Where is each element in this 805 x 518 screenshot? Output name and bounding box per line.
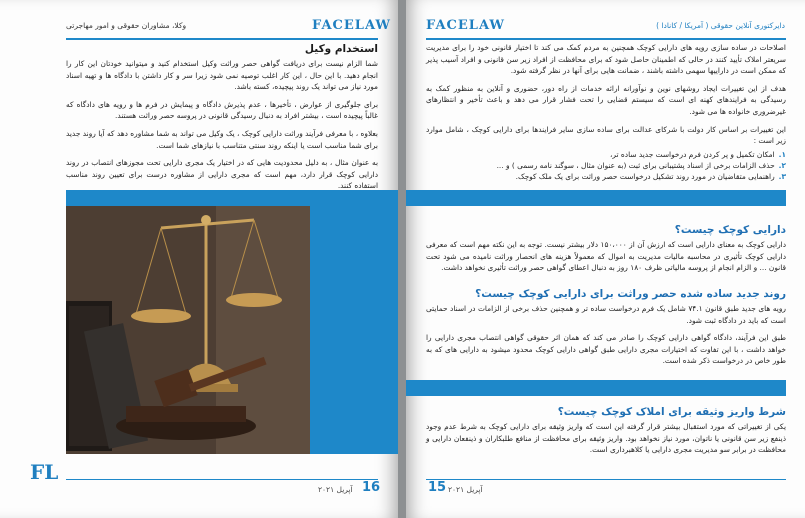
list-number: ۱. xyxy=(778,149,786,159)
scales-of-justice-photo xyxy=(66,206,310,454)
brand-logo: FACELAW xyxy=(426,18,505,33)
paragraph: شما الزام نیست برای دریافت گواهی حصر وراثت وکیل استخدام کنید و میتوانید خودتان این کار را انجام دهید. با این حال ، این کار اغلب توصیه نمی شود زیرا سر و کار داشتن با دادگاه ها و تهیه اسناد مورد نیاز می تواند یک روند پیچیده، کسته باشد. xyxy=(66,59,378,92)
section-title: روند جدید ساده شده حصر وراثت برای دارایی کوچک چیست؟ xyxy=(475,288,786,300)
paragraph: بعلاوه ، با معرفی فرآیند وراثت دارایی کوچک ، یک وکیل می تواند به شما مشاوره دهد که آیا روند جدید برای شما مناسب است یا اینکه روند سنتی متناسب با نیازهای شما است. xyxy=(66,128,378,150)
paragraph: این تغییرات بر اساس کار دولت با شرکای عدالت برای ساده سازی سایر فرایندها برای دارایی کوچک ، شامل موارد زیر است : xyxy=(426,124,786,146)
paragraph: برای جلوگیری از عوارض ، تأخیرها ، عدم پذیرش دادگاه و پیمایش در فرم ها و رویه های دادگاه که غالباً پیچیده است ، بیشتر افراد به دنبال رسیدگی قانونی در پروسه حصر وراثت هستند. xyxy=(66,99,378,121)
header-subtitle: دایرکتوری آنلاین حقوقی ( آمریکا / کانادا ) xyxy=(656,21,785,30)
section-title: دارایی کوچک چیست؟ xyxy=(674,224,786,236)
paragraph: هدف از این تغییرات ایجاد روشهای نوین و نوآورانه ارائه خدمات از راه دور، حضوری و آنلاین به منظور کمک به رسیدگی به فرایندهای کهنه ای است که سیستم قضایی را تحت فشار قرار می دهد و باعث تأخیر و انتظارهای غیرضروری خانواده ها می شود. xyxy=(426,83,786,116)
header-subtitle: وکلا، مشاوران حقوقی و امور مهاجرتی xyxy=(66,21,187,30)
page-number: 16 xyxy=(362,480,381,495)
section-bond xyxy=(426,406,786,462)
list-number: ۲. xyxy=(778,160,786,170)
section-new-procedure xyxy=(426,288,786,373)
brand-logo: FACELAW xyxy=(312,18,391,33)
issue-date: آپریل ۲۰۲۱ xyxy=(448,485,483,494)
right-page xyxy=(406,0,805,518)
accent-bar-bottom xyxy=(406,380,786,396)
accent-bar-top xyxy=(66,190,398,206)
book-gutter xyxy=(398,0,406,518)
section-title: استخدام وکیل xyxy=(304,43,378,55)
page-number: 15 xyxy=(428,480,447,495)
list-number: ۳. xyxy=(778,172,786,182)
accent-bar-side xyxy=(310,206,398,454)
header-divider xyxy=(426,38,786,40)
scales-illustration xyxy=(66,206,310,454)
footer-divider xyxy=(426,479,786,480)
header-divider xyxy=(66,38,378,40)
list-text: راهنمایی متقاضیان در مورد روند تشکیل درخواست حصر وراثت برای یک ملک کوچک. xyxy=(515,172,775,182)
section-title: شرط واریز وثیقه برای املاک کوچک چیست؟ xyxy=(557,406,786,418)
left-text-column xyxy=(66,42,378,198)
publication-logo: FL xyxy=(30,460,59,484)
issue-date: آپریل ۲۰۲۱ xyxy=(318,485,353,494)
paragraph: اصلاحات در ساده سازی رویه های دارایی کوچک همچنین به مردم کمک می کند تا اختیار قانونی خود را برای مدیریت سریعتر املاک تأیید کنند در حالی که اطمینان حاصل شود که برای محافظت از افراد زیر سن قانونی و افراد آسیب پذیر که ممکن است در داراییها سهمی داشته باشند ، ضمانت هایی برای آنها در نظر گرفته شود. xyxy=(426,43,786,76)
left-page xyxy=(0,0,398,518)
right-text-column xyxy=(426,42,786,182)
list-item xyxy=(426,160,786,171)
list-item xyxy=(426,171,786,182)
accent-bar-top xyxy=(406,190,786,206)
list-item xyxy=(426,149,786,160)
list-text: امکان تکمیل و پر کردن فرم درخواست جدید ساده تر، xyxy=(610,149,775,159)
list-text: حذف الزامات برخی از اسناد پشتیبانی برای ثبت (به عنوان مثال ، سوگند نامه رسمی ) و ... xyxy=(496,160,775,170)
paragraph: یکی از تغییراتی که مورد استقبال بیشتر قرار گرفته این است که واریز وثیقه برای دارایی کوچک به شرط عدم وجود ذینفع زیر سن قانونی یا ناتوان، مورد نیاز نخواهد بود. واریز وثیقه برای محافظت از منافع طلبکاران و ذینفعان دارایی و محافظت در برابر سو مدیریت مجری دارایی یا کلاهبرداری است. xyxy=(426,422,786,455)
section-small-estate xyxy=(426,224,786,280)
paragraph: طبق این فرآیند، دادگاه گواهی دارایی کوچک را صادر می کند که همان اثر حقوقی گواهی انتصاب مجری دارایی را خواهد داشت ، با این تفاوت که اختیارات مجری دارایی طبق گواهی دارایی کوچک محدود میشود به دارایی های که به طور خاص در درخواست ذکر شده است. xyxy=(426,333,786,366)
paragraph: رویه های جدید طبق قانون ۷۴.۱ شامل یک فرم درخواست ساده تر و همچنین حذف برخی از الزامات در اسناد حمایتی است که باید در دادگاه ثبت شود. xyxy=(426,304,786,325)
paragraph: به عنوان مثال ، به دلیل محدودیت هایی که در اختیار یک مجری دارایی تحت مجوزهای انتصاب در روند دارایی کوچک قرار دارد، مهم است که مجری دارایی از مشاوره درست برای تعیین روند مناسب استفاده کنند. xyxy=(66,158,378,191)
paragraph: دارایی کوچک به معنای دارایی است که ارزش آن از ۱۵۰،۰۰۰ دلار بیشتر نیست. توجه به این نکته مهم است که معرفی دارایی کوچک تأثیری در محاسبه مالیات مدیریت به اموال که معمولاً هزینه های انحصار وراثت نامیده می شود تحت قانون ... و الزام انجام از پروسه مالیاتی ظرف ۱۸۰ روز به دنبال اعطای گواهی حصر وراثت تأثیری نخواهد داشت. xyxy=(426,240,786,273)
footer-divider xyxy=(66,479,378,480)
